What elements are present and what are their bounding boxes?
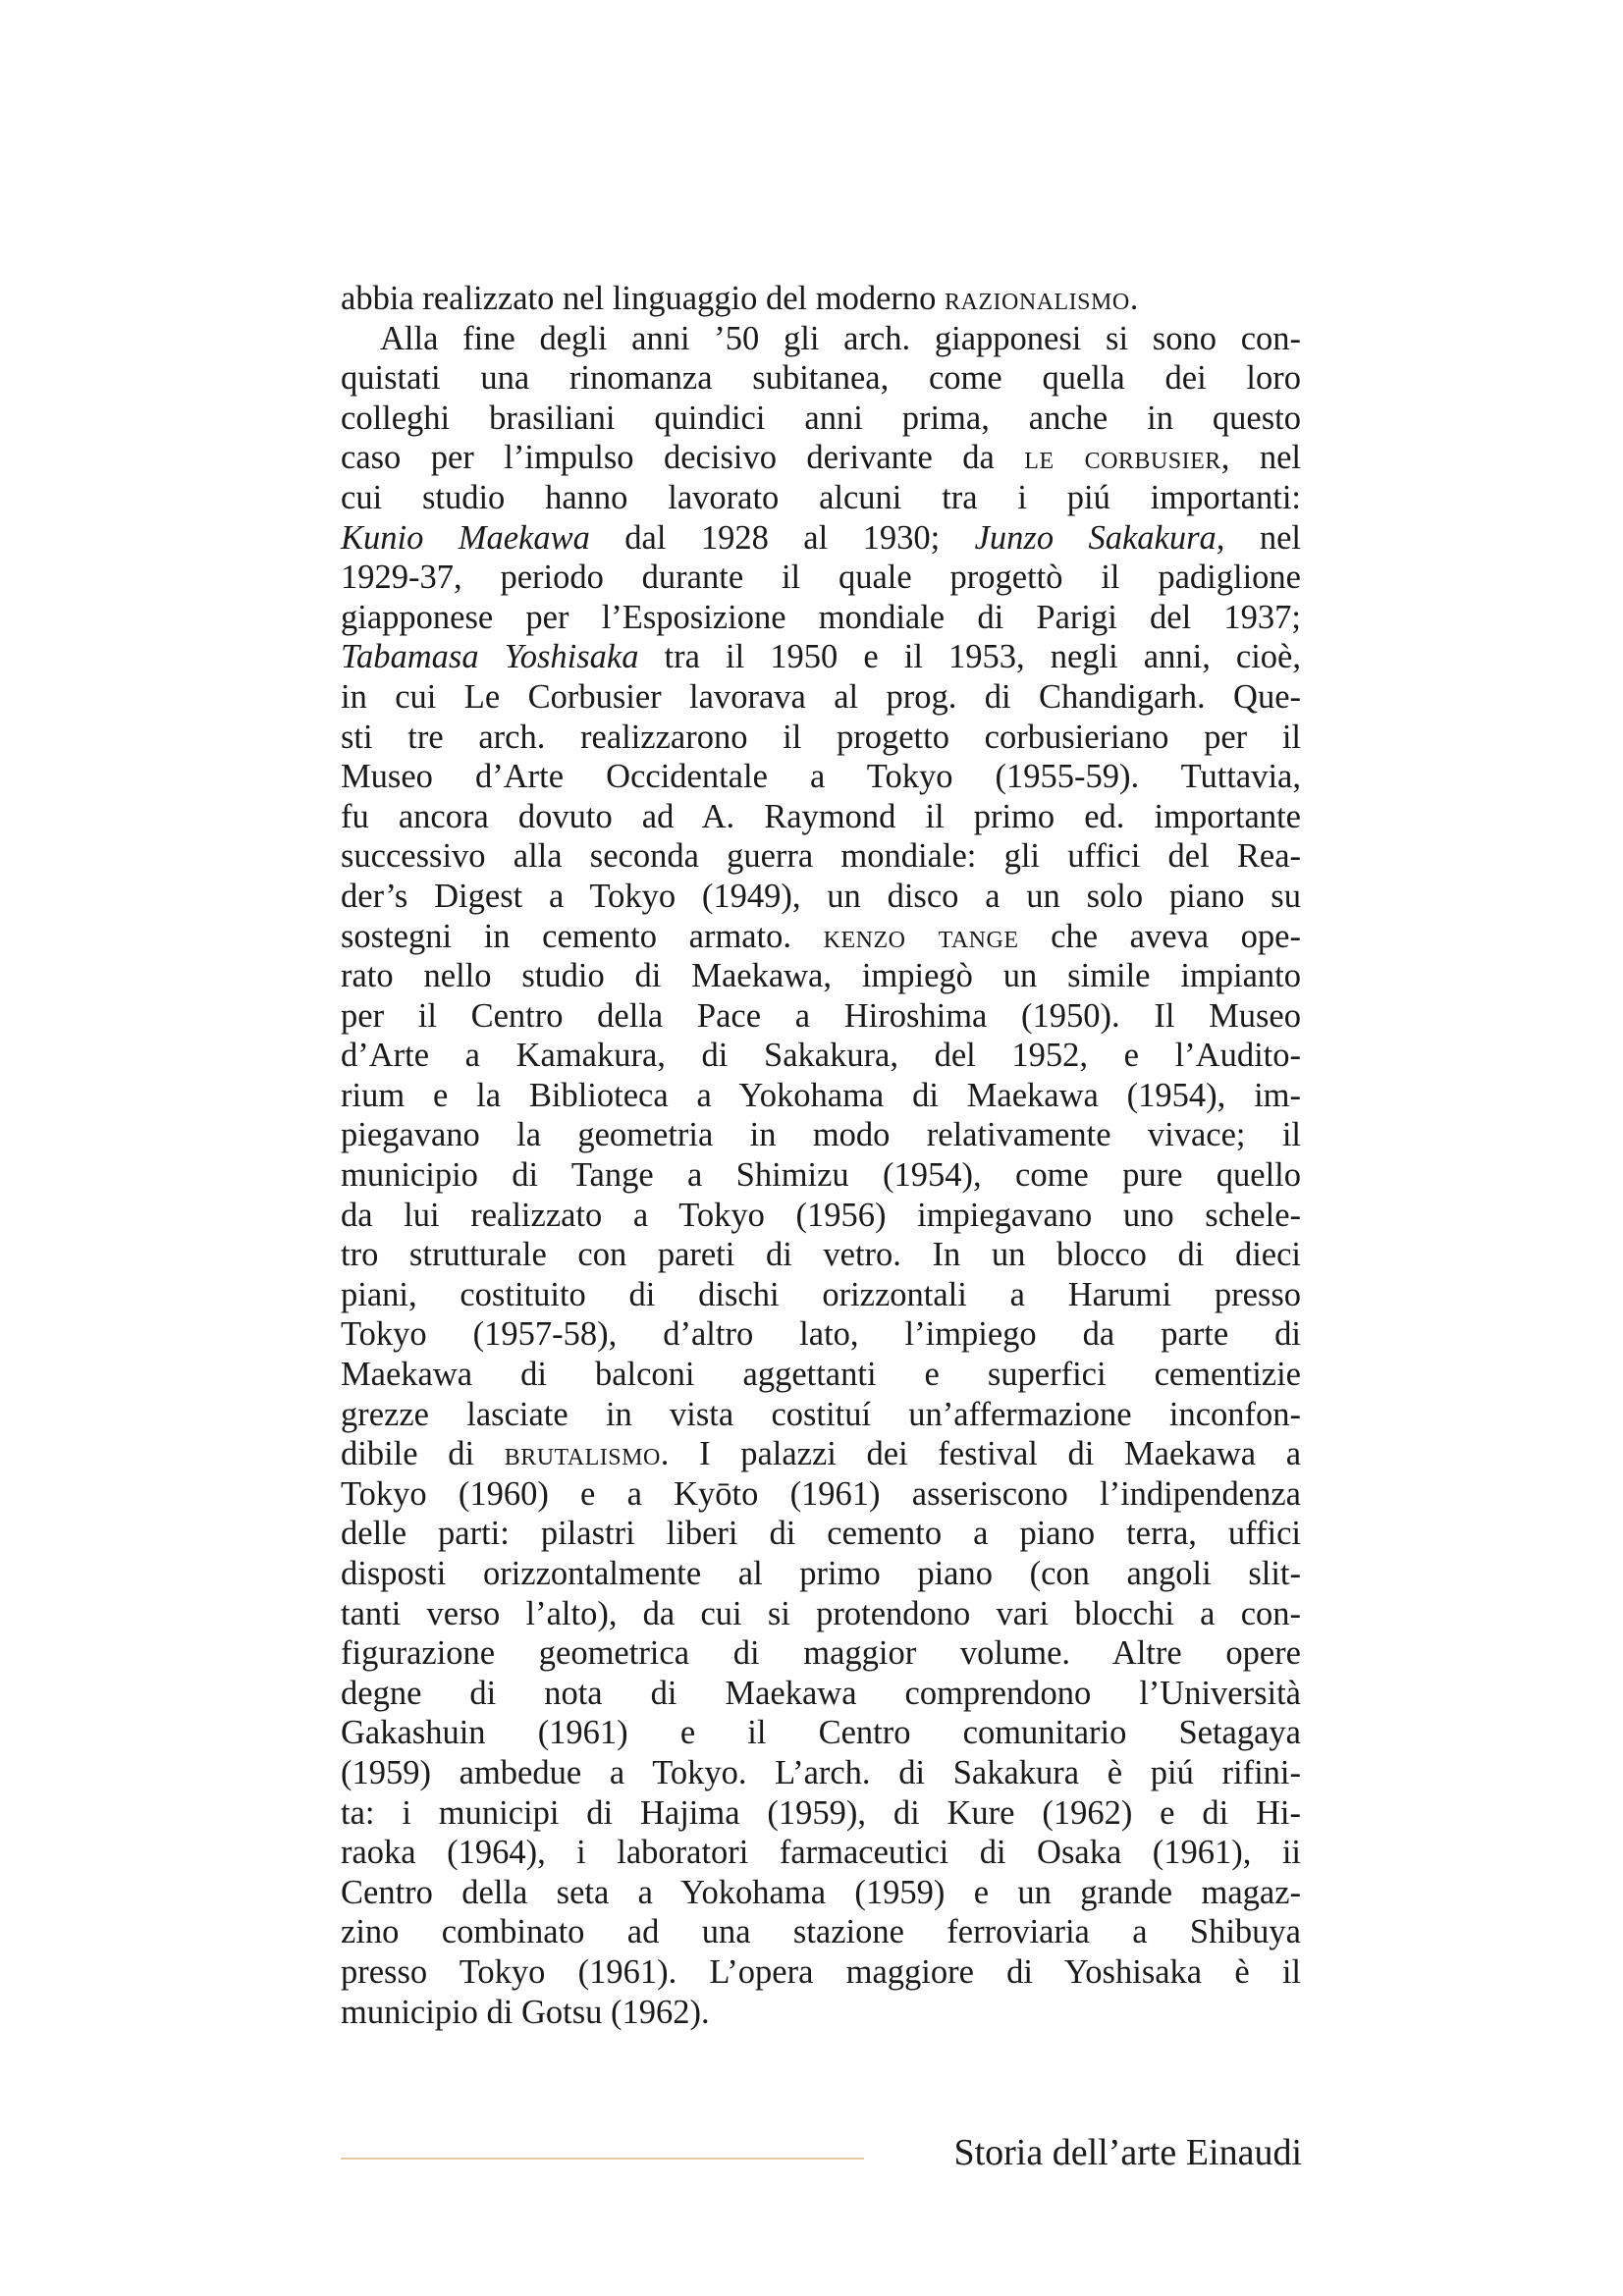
text-run: in cui Le Corbusier lavorava al prog. di Chandigarh. Que- [341,677,1301,716]
text-run: colleghi brasiliani quindici anni prima, anche in questo [341,399,1301,437]
text-run: raoka (1964), i laboratori farmaceutici di Osaka (1961), ii [341,1834,1301,1872]
text-run: , nel [1220,439,1302,477]
text-line [341,358,1301,399]
text-line [341,797,1301,837]
text-run: figurazione geometrica di maggior volume. Altre opere [341,1634,1301,1673]
text-run: zino combinato ad una stazione ferroviaria a Shibuya [341,1913,1301,1951]
text-run: piegavano la geometria in modo relativamente vivace; il [341,1116,1301,1154]
text-line [341,1196,1301,1236]
text-run: abbia realizzato nel linguaggio del moderno [341,280,946,317]
text-line [341,637,1301,677]
text-run: successivo alla seconda guerra mondiale: gli uffici del Rea- [341,837,1301,876]
text-run: sostegni in cemento armato. [341,917,824,955]
text-line [341,1076,1301,1116]
text-line [341,718,1301,758]
text-line [341,1355,1301,1395]
text-run: cui studio hanno lavorato alcuni tra i piú importanti: [341,478,1301,516]
italic-name: Junzo Sakakura, [974,518,1225,557]
cross-reference: razionalismo [945,280,1130,317]
italic-name: Kunio Maekawa [341,518,590,557]
text-line [341,1036,1301,1076]
text-line [341,1713,1301,1753]
text-run: municipio di Tange a Shimizu (1954), come pure quello [341,1156,1301,1195]
text-run: Tokyo (1960) e a Kyōto (1961) asseriscono l’indipendenza [341,1474,1301,1513]
text-line [341,1155,1301,1196]
italic-name: Tabamasa Yoshisaka [341,638,639,676]
text-run: Tokyo (1957-58), d’altro lato, l’impiego da parte di [341,1315,1301,1354]
text-run: tanti verso l’alto), da cui si protendono vari blocchi a con- [341,1594,1301,1632]
text-run: sti tre arch. realizzarono il progetto corbusieriano per il [341,718,1301,756]
text-line [341,518,1301,559]
text-line [341,1474,1301,1515]
text-line [341,478,1301,518]
text-run: per il Centro della Pace a Hiroshima (1950). Il Museo [341,996,1301,1035]
text-run: . [1129,280,1139,317]
text-run: tro strutturale con pareti di vetro. In un blocco di dieci [341,1236,1301,1274]
text-run: piani, costituito di dischi orizzontali a Harumi presso [341,1275,1301,1313]
text-line [341,399,1301,439]
text-line [341,1314,1301,1355]
text-run: degne di nota di Maekawa comprendono l’Università [341,1674,1301,1712]
footer-title: Storia dell’arte Einaudi [953,2132,1302,2173]
text-line [341,1633,1301,1674]
text-line [341,279,1301,319]
text-line [341,917,1301,957]
text-line [341,1873,1301,1913]
text-line [341,438,1301,478]
text-line [341,996,1301,1037]
text-run: Centro della seta a Yokohama (1959) e un grande magaz- [341,1873,1301,1911]
footer-rule [341,2158,864,2160]
text-run: quistati una rinomanza subitanea, come quella dei loro [341,359,1301,398]
text-run: Alla fine degli anni ’50 gli arch. giapponesi si sono con- [380,319,1301,357]
text-line [341,1912,1301,1952]
text-line [341,1554,1301,1594]
text-line [341,1514,1301,1554]
cross-reference: kenzo tange [823,917,1019,955]
text-run: delle parti: pilastri liberi di cemento a piano terra, uffici [341,1515,1301,1553]
text-line [341,1833,1301,1873]
text-run: (1959) ambedue a Tokyo. L’arch. di Sakakura è piú rifini- [341,1753,1301,1791]
text-line [341,558,1301,598]
cross-reference: brutalismo [504,1435,661,1473]
text-line [341,1753,1301,1793]
text-line [341,1235,1301,1275]
text-run: Gakashuin (1961) e il Centro comunitario Setagaya [341,1714,1301,1752]
text-run: grezze lasciate in vista costituí un’affermazione inconfon- [341,1395,1301,1433]
text-run: Maekawa di balconi aggettanti e superfici cementizie [341,1356,1301,1394]
text-run: giapponese per l’Esposizione mondiale di Parigi del 1937; [341,598,1301,636]
text-run: fu ancora dovuto ad A. Raymond il primo ed. importante [341,797,1301,835]
text-run: municipio di Gotsu (1962). [341,1993,710,2031]
text-run: rium e la Biblioteca a Yokohama di Maekawa (1954), im- [341,1076,1301,1114]
text-line [341,757,1301,797]
text-line [341,677,1301,718]
text-line [341,1952,1301,1993]
text-line [341,1674,1301,1714]
text-run: disposti orizzontalmente al primo piano (con angoli slit- [341,1555,1301,1592]
text-run: che aveva ope- [1018,917,1301,955]
text-run: da lui realizzato a Tokyo (1956) impiegavano uno schele- [341,1196,1301,1234]
text-line [341,1275,1301,1315]
text-line [341,598,1301,638]
text-run: nel [1224,518,1301,557]
text-line [341,319,1301,359]
text-run: ta: i municipi di Hajima (1959), di Kure (1962) e di Hi- [341,1793,1301,1832]
body-text [341,279,1301,2032]
text-run: caso per l’impulso decisivo derivante da [341,439,1025,477]
text-run: . I palazzi dei festival di Maekawa a [660,1435,1302,1473]
cross-reference: le corbusier [1024,439,1221,477]
text-run: dal 1928 al 1930; [589,518,975,557]
text-line [341,836,1301,877]
text-line [341,1594,1301,1634]
text-line [341,1993,1301,2033]
text-run: der’s Digest a Tokyo (1949), un disco a un solo piano su [341,877,1301,915]
text-run: rato nello studio di Maekawa, impiegò un simile impianto [341,957,1301,995]
text-run: presso Tokyo (1961). L’opera maggiore di Yoshisaka è il [341,1952,1301,1991]
text-line [341,956,1301,996]
text-line [341,1395,1301,1435]
text-line [341,1434,1301,1474]
text-run: Museo d’Arte Occidentale a Tokyo (1955-59). Tuttavia, [341,758,1301,796]
text-line [341,1115,1301,1155]
text-run: dibile di [341,1435,505,1473]
text-run: tra il 1950 e il 1953, negli anni, cioè, [638,638,1301,676]
text-line [341,877,1301,917]
text-line [341,1793,1301,1834]
text-run: d’Arte a Kamakura, di Sakakura, del 1952, e l’Audito- [341,1037,1301,1075]
text-run: 1929-37, periodo durante il quale progettò il padiglione [341,559,1301,597]
